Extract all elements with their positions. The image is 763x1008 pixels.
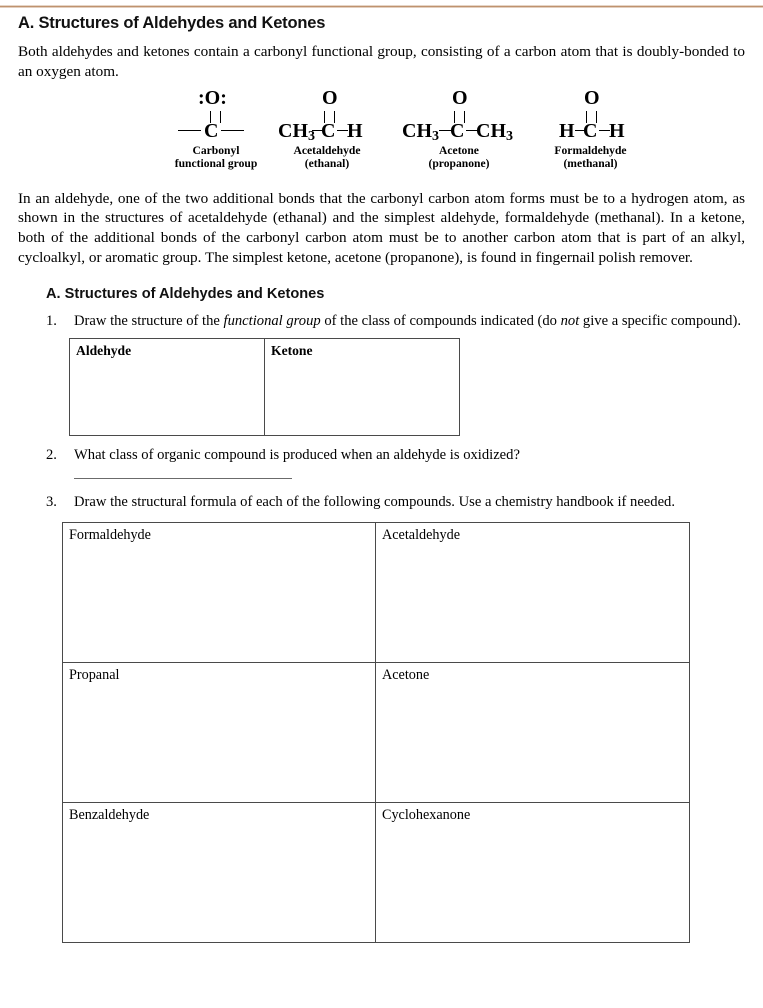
acetaldehyde-carbon-label: C [321,119,336,142]
formaldehyde-formula [523,88,658,144]
formaldehyde-carbon-label: C [583,119,598,142]
cell-benzaldehyde[interactable]: Benzaldehyde [63,802,376,942]
carbonyl-carbon-label: C [204,119,219,142]
page-title: A. Structures of Aldehydes and Ketones [18,14,326,32]
question-2-text: What class of organic compound is produced when an aldehyde is oxidized? [74,446,520,463]
cell-cyclohexanone[interactable]: Cyclohexanone [376,802,690,942]
formaldehyde-left-group: H [559,119,575,142]
formaldehyde-right-group: H [609,119,625,142]
acetaldehyde-caption-line2: (ethanal) [304,156,350,170]
structure-diagram-row [18,88,745,185]
carbonyl-left-bond [178,130,201,131]
carbonyl-right-bond [221,130,244,131]
acetone-right-group: $CH_3$ [476,119,513,144]
cell-acetaldehyde[interactable]: Acetaldehyde [376,522,690,662]
question-1 [46,312,745,330]
acetaldehyde-oxygen-label: O [322,86,338,109]
acetaldehyde-formula [258,88,396,144]
spacer [46,436,745,446]
acetone-oxygen-label: O [452,86,468,109]
table-row [63,662,690,802]
compounds-table [62,522,690,943]
acetaldehyde-left-group: $CH_3$ [278,119,315,144]
cell-acetone[interactable]: Acetone [376,662,690,802]
cell-formaldehyde[interactable]: Formaldehyde [63,522,376,662]
table-row [70,338,460,435]
formaldehyde-caption-line1: Formaldehyde [554,143,627,157]
table-row [63,802,690,942]
functional-group-table [69,338,460,436]
subsection-title: A. Structures of Aldehydes and Ketones [46,285,325,302]
intro-paragraph: Both aldehydes and ketones contain a carbonyl functional group, consisting of a carbon atom that is doubly-bonded to an oxygen atom. [18,43,745,80]
acetone-caption-line2: (propanone) [428,156,490,170]
acetone-formula [384,88,534,144]
explanation-paragraph: In an aldehyde, one of the two additional bonds that the carbonyl carbon atom forms must be to a hydrogen atom, as shown in the structures of acetaldehyde (ethanal) and the simplest aldehyde, formaldehyde (methanal). In a ketone, both of the additional bonds of the carbonyl carbon atom must be to another carbon atom that is part of an alkyl, cycloalkyl, or aromatic group. The simplest ketone, acetone (propanone), is found in fingernail polish remover. [18,189,745,266]
question-2 [46,446,745,464]
question-1-text: Draw the structure of the functional group of the class of compounds indicated (do not give a specific compound). [74,312,741,329]
acetone-caption-line1: Acetone [439,143,479,157]
acetone-left-group: $CH_3$ [402,119,439,144]
table-row [63,522,690,662]
page-content [18,14,745,943]
structure-acetone [384,88,534,171]
question-3-number: 3. [46,494,57,511]
question-2-answer-blank[interactable] [74,478,292,479]
cell-ketone[interactable]: Ketone [265,338,460,435]
cell-aldehyde[interactable]: Aldehyde [70,338,265,435]
question-list [46,312,745,512]
structure-acetaldehyde [258,88,396,171]
carbonyl-caption-line2: functional group [174,156,258,170]
formaldehyde-oxygen-label: O [584,86,600,109]
question-2-number: 2. [46,446,57,463]
structure-formaldehyde [523,88,658,171]
question-1-number: 1. [46,312,57,329]
top-decorative-rule [0,5,763,8]
question-3 [46,493,745,511]
carbonyl-oxygen-label: :O: [198,86,227,109]
acetaldehyde-caption-line1: Acetaldehyde [293,143,361,157]
worksheet-subsection [18,286,745,512]
question-3-text: Draw the structural formula of each of the following compounds. Use a chemistry handbook if needed. [74,494,676,511]
formaldehyde-caption-line2: (methanal) [563,156,618,170]
acetaldehyde-right-group: H [347,119,363,142]
cell-propanal[interactable]: Propanal [63,662,376,802]
carbonyl-caption-line1: Carbonyl [192,143,240,157]
acetone-carbon-label: C [450,119,465,142]
